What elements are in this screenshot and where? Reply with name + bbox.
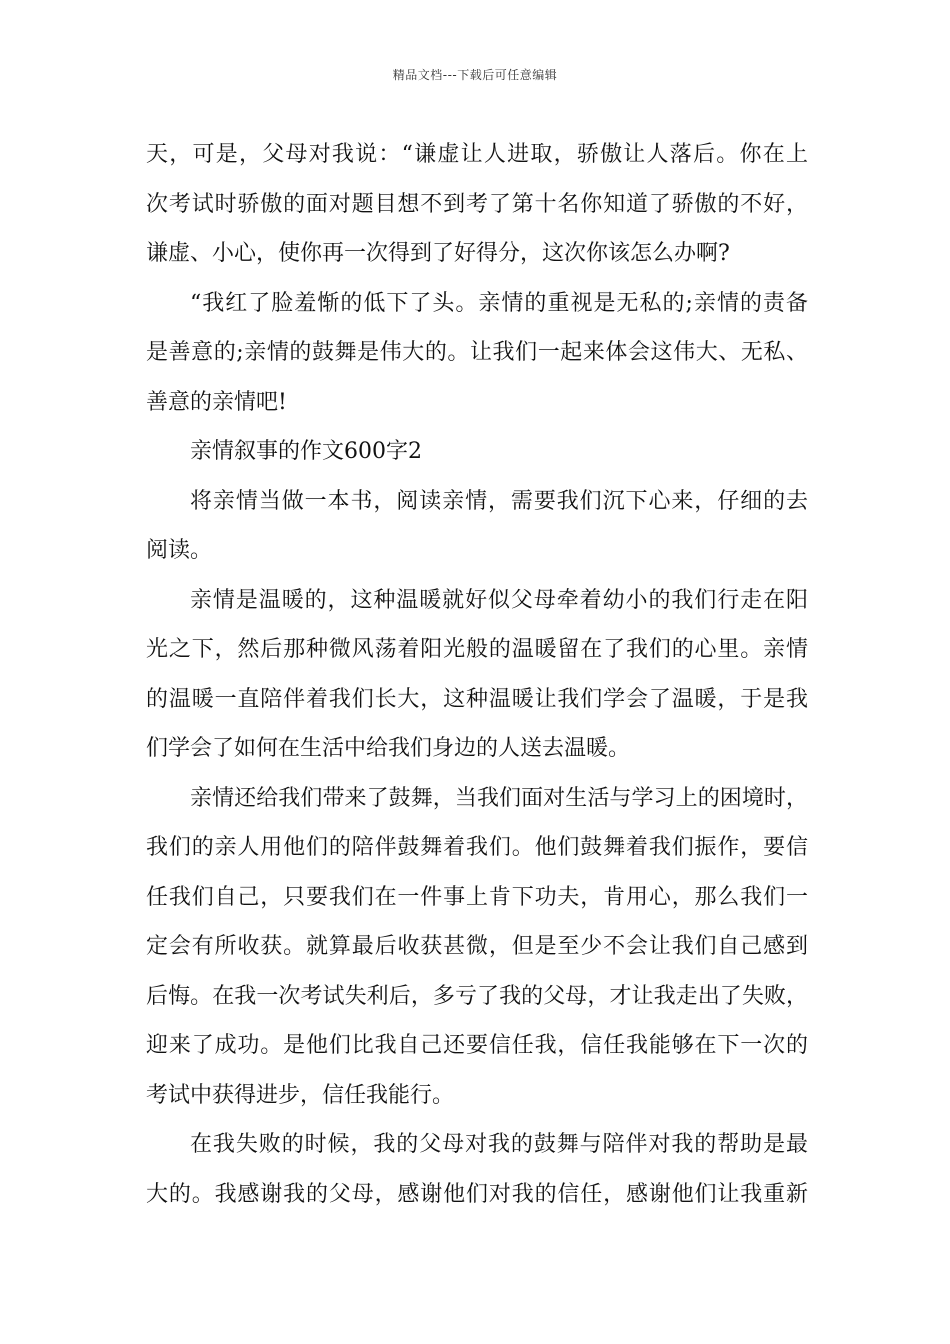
- document-body: [146, 130, 808, 1219]
- text-line: 将亲情当做一本书，阅读亲情，需要我们沉下心来，仔细的去: [190, 488, 808, 514]
- text-line: 在我失败的时候，我的父母对我的鼓舞与陪伴对我的帮助是最: [190, 1132, 808, 1157]
- text-line: 后悔。在我一次考试失利后，多亏了我的父母，才让我走出了失败，: [146, 983, 808, 1009]
- text-line: 迎来了成功。是他们比我自己还要信任我，信任我能够在下一次的: [146, 1033, 808, 1058]
- section-heading: 亲情叙事的作文600字2: [190, 439, 422, 464]
- text-line: 天，可是，父母对我说：“谦虚让人进取，骄傲让人落后。你在上: [146, 142, 808, 167]
- text-line: 们学会了如何在生活中给我们身边的人送去温暖。: [146, 736, 631, 761]
- text-line: 亲情还给我们带来了鼓舞，当我们面对生活与学习上的困境时，: [190, 785, 808, 811]
- text-line: 善意的亲情吧!: [146, 389, 287, 415]
- text-line: 的温暖一直陪伴着我们长大，这种温暖让我们学会了温暖，于是我: [146, 686, 808, 712]
- text-line: 亲情是温暖的，这种温暖就好似父母牵着幼小的我们行走在阳: [190, 587, 808, 613]
- text-line: 光之下，然后那种微风荡着阳光般的温暖留在了我们的心里。亲情: [146, 637, 808, 662]
- text-line: 阅读。: [146, 538, 213, 563]
- text-line: 谦虚、小心，使你再一次得到了好得分，这次你该怎么办啊?: [146, 241, 730, 266]
- page-header: 精品文档---下载后可任意编辑: [392, 68, 558, 82]
- text-line: 我们的亲人用他们的陪伴鼓舞着我们。他们鼓舞着我们振作，要信: [146, 835, 808, 860]
- text-line: 是善意的;亲情的鼓舞是伟大的。让我们一起来体会这伟大、无私、: [146, 340, 808, 365]
- text-line: “我红了脸羞惭的低下了头。亲情的重视是无私的;亲情的责备: [190, 290, 808, 316]
- text-line: 次考试时骄傲的面对题目想不到考了第十名你知道了骄傲的不好，: [146, 191, 808, 217]
- text-line: 大的。我感谢我的父母，感谢他们对我的信任，感谢他们让我重新: [146, 1181, 808, 1207]
- text-line: 任我们自己，只要我们在一件事上肯下功夫，肯用心，那么我们一: [146, 884, 808, 910]
- text-line: 定会有所收获。就算最后收获甚微，但是至少不会让我们自己感到: [146, 934, 808, 959]
- text-line: 考试中获得进步，信任我能行。: [146, 1082, 455, 1108]
